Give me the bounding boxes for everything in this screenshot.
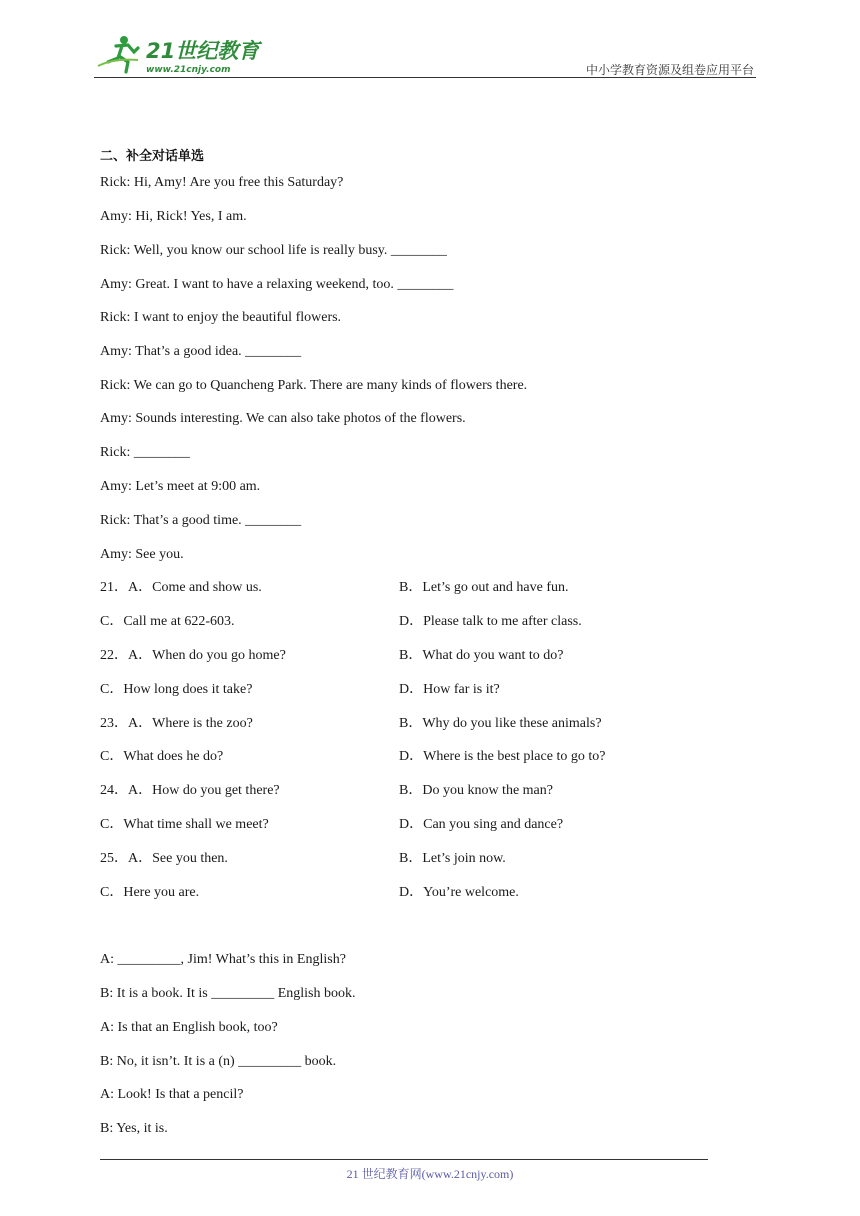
dialogue-line: Amy: Sounds interesting. We can also take photos of the flowers. bbox=[100, 411, 466, 426]
question-24-option-c: C．What time shall we meet? bbox=[100, 817, 269, 832]
dialogue-line: Amy: That’s a good idea. ________ bbox=[100, 344, 302, 359]
site-logo bbox=[94, 32, 264, 76]
question-23-option-d: D．Where is the best place to go to? bbox=[399, 749, 606, 764]
dialogue-line: Rick: That’s a good time. ________ bbox=[100, 513, 302, 528]
question-21-option-d: D．Please talk to me after class. bbox=[399, 614, 582, 629]
dialogue-line: Amy: Hi, Rick! Yes, I am. bbox=[100, 209, 247, 224]
svg-text:21世纪教育: 21世纪教育 bbox=[146, 39, 260, 63]
dialogue2-line: B: No, it isn’t. It is a (n) _________ book. bbox=[100, 1054, 337, 1069]
question-22-option-d: D．How far is it? bbox=[399, 682, 500, 697]
question-21-option-b: B．Let’s go out and have fun. bbox=[399, 580, 569, 595]
question-25-option-a: 25．A．See you then. bbox=[100, 851, 228, 866]
dialogue-line: Amy: Let’s meet at 9:00 am. bbox=[100, 479, 261, 494]
footer-divider bbox=[100, 1159, 708, 1160]
question-25-option-d: D．You’re welcome. bbox=[399, 885, 519, 900]
question-22-option-b: B．What do you want to do? bbox=[399, 648, 564, 663]
dialogue2-line: A: Is that an English book, too? bbox=[100, 1020, 278, 1035]
header-divider bbox=[94, 77, 756, 78]
question-23-option-a: 23．A．Where is the zoo? bbox=[100, 716, 253, 731]
question-22-option-a: 22．A．When do you go home? bbox=[100, 648, 286, 663]
dialogue2-line: A: _________, Jim! What’s this in English? bbox=[100, 952, 346, 967]
question-25-option-b: B．Let’s join now. bbox=[399, 851, 506, 866]
dialogue-line: Rick: Well, you know our school life is really busy. ________ bbox=[100, 243, 447, 258]
question-22-option-c: C．How long does it take? bbox=[100, 682, 253, 697]
question-25-option-c: C．Here you are. bbox=[100, 885, 200, 900]
dialogue2-line: A: Look! Is that a pencil? bbox=[100, 1087, 244, 1102]
dialogue-line: Amy: See you. bbox=[100, 547, 184, 562]
question-24-option-d: D．Can you sing and dance? bbox=[399, 817, 564, 832]
question-23-option-c: C．What does he do? bbox=[100, 749, 224, 764]
section-title: 二、补全对话单选 bbox=[100, 149, 205, 164]
question-24-option-a: 24．A．How do you get there? bbox=[100, 783, 280, 798]
dialogue-line: Rick: ________ bbox=[100, 445, 190, 460]
question-21-option-c: C．Call me at 622-603. bbox=[100, 614, 235, 629]
question-21-option-a: 21．A．Come and show us. bbox=[100, 580, 262, 595]
footer-text: 21 世纪教育网(www.21cnjy.com) bbox=[346, 1167, 514, 1181]
dialogue2-line: B: Yes, it is. bbox=[100, 1121, 168, 1136]
platform-tagline: 中小学教育资源及组卷应用平台 bbox=[585, 63, 754, 77]
page-header bbox=[94, 30, 756, 78]
question-23-option-b: B．Why do you like these animals? bbox=[399, 716, 602, 731]
dialogue-line: Rick: Hi, Amy! Are you free this Saturday? bbox=[100, 175, 344, 190]
dialogue-line: Rick: We can go to Quancheng Park. There are many kinds of flowers there. bbox=[100, 378, 528, 393]
dialogue-line: Rick: I want to enjoy the beautiful flowers. bbox=[100, 310, 342, 325]
dialogue-line: Amy: Great. I want to have a relaxing weekend, too. ________ bbox=[100, 277, 454, 292]
dialogue2-line: B: It is a book. It is _________ English book. bbox=[100, 986, 356, 1001]
runner-icon bbox=[98, 36, 138, 72]
svg-text:www.21cnjy.com: www.21cnjy.com bbox=[146, 65, 231, 75]
question-24-option-b: B．Do you know the man? bbox=[399, 783, 553, 798]
